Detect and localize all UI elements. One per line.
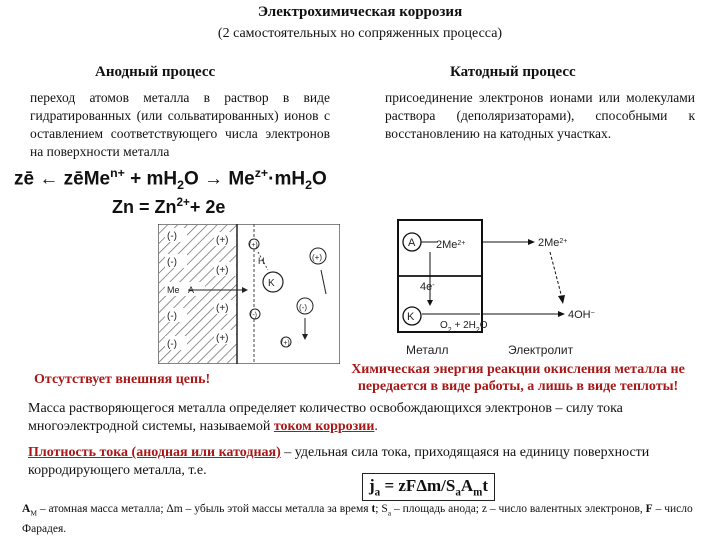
zinc-equation: $Zn = Zn^{2+}+ 2e$ [112, 196, 226, 217]
svg-text:2Me2+: $2Me^{2+}$ [538, 237, 568, 249]
svg-text:(-): (-) [299, 303, 307, 312]
svg-text:(-): (-) [167, 339, 177, 350]
svg-text:H: H [258, 256, 265, 266]
corrosion-current-term: током коррозии [273, 419, 375, 434]
svg-text:(-): (-) [167, 311, 177, 322]
svg-text:(-): (-) [167, 231, 177, 242]
page-title: Электрохимическая коррозия [257, 4, 463, 20]
svg-text:(+): (+) [249, 242, 258, 249]
svg-text:4OH−: 4OH− [568, 309, 595, 321]
corrosion-cell-diagram [380, 212, 680, 360]
corrosion-current-paragraph: Масса растворяющегося металла определяет количество освобождающихся электронов – силу тока многоэлектродной системы, называемой током коррозии. [28, 401, 623, 434]
page-subtitle: (2 самостоятельных но сопряженных процесса) [217, 26, 503, 41]
svg-text:A: A [188, 285, 195, 295]
svg-text:(+): (+) [216, 265, 229, 276]
svg-text:2Me2+: $2Me^{2+}$ [436, 239, 466, 251]
svg-text:A: A [408, 237, 416, 249]
anodic-description: переход атомов металла в раствор в виде гидратированных (или сольватированных) ионов с оставлением соответствующего числа электронов на поверхности металла [30, 90, 330, 159]
anodic-heading: Анодный процесс [95, 64, 216, 80]
anodic-equation: zē ← zēMe$^{n+}$ + $mH_2O \to Me^{z+}\cdot mH_2O$ [14, 166, 327, 193]
no-external-circuit-note: Отсутствует внешняя цепь! [34, 372, 211, 387]
svg-text:(-): (-) [250, 312, 257, 319]
chemical-energy-note: Химическая энергия реакции окисления металла не передается в виде работы, а лишь в виде теплоты! [351, 362, 685, 394]
svg-text:(+): (+) [281, 340, 290, 347]
formula-footnote: $A_M$ – атомная масса металла; Δm – убыль этой массы металла за время t; $S_a$ – площадь анода; z – число валентных электронов, F – число Фарадея. [22, 503, 693, 536]
cathodic-heading: Катодный процесс [450, 64, 576, 80]
cathodic-description: присоединение электронов ионами или молекулами раствора (деполяризаторами), способными к восстановлению на катодных участках. [385, 90, 695, 141]
svg-text:(+): (+) [216, 235, 229, 246]
svg-text:K: K [407, 311, 415, 323]
svg-text:(-): (-) [167, 257, 177, 268]
svg-text:(+): (+) [216, 333, 229, 344]
svg-text:O2 + 2H2O: $O_2 + 2H_2O$ [440, 320, 488, 334]
svg-text:(+): (+) [216, 303, 229, 314]
double-layer-diagram [158, 224, 340, 364]
current-density-term: Плотность тока (анодная или катодная) [28, 445, 281, 460]
svg-text:Металл: Металл [406, 343, 449, 357]
svg-text:K: K [268, 278, 275, 289]
svg-text:Me: Me [167, 285, 180, 295]
svg-text:(+): (+) [312, 253, 322, 262]
current-density-paragraph: Плотность тока (анодная или катодная) – удельная сила тока, приходящаяся на единицу поверхности корродирующего металла, т.е. [28, 445, 650, 478]
svg-text:4e-: 4e- [420, 281, 435, 293]
current-density-formula: $j_a = zF\Delta m/S_aA_mt$ [362, 473, 495, 501]
svg-text:Электролит: Электролит [508, 343, 574, 357]
